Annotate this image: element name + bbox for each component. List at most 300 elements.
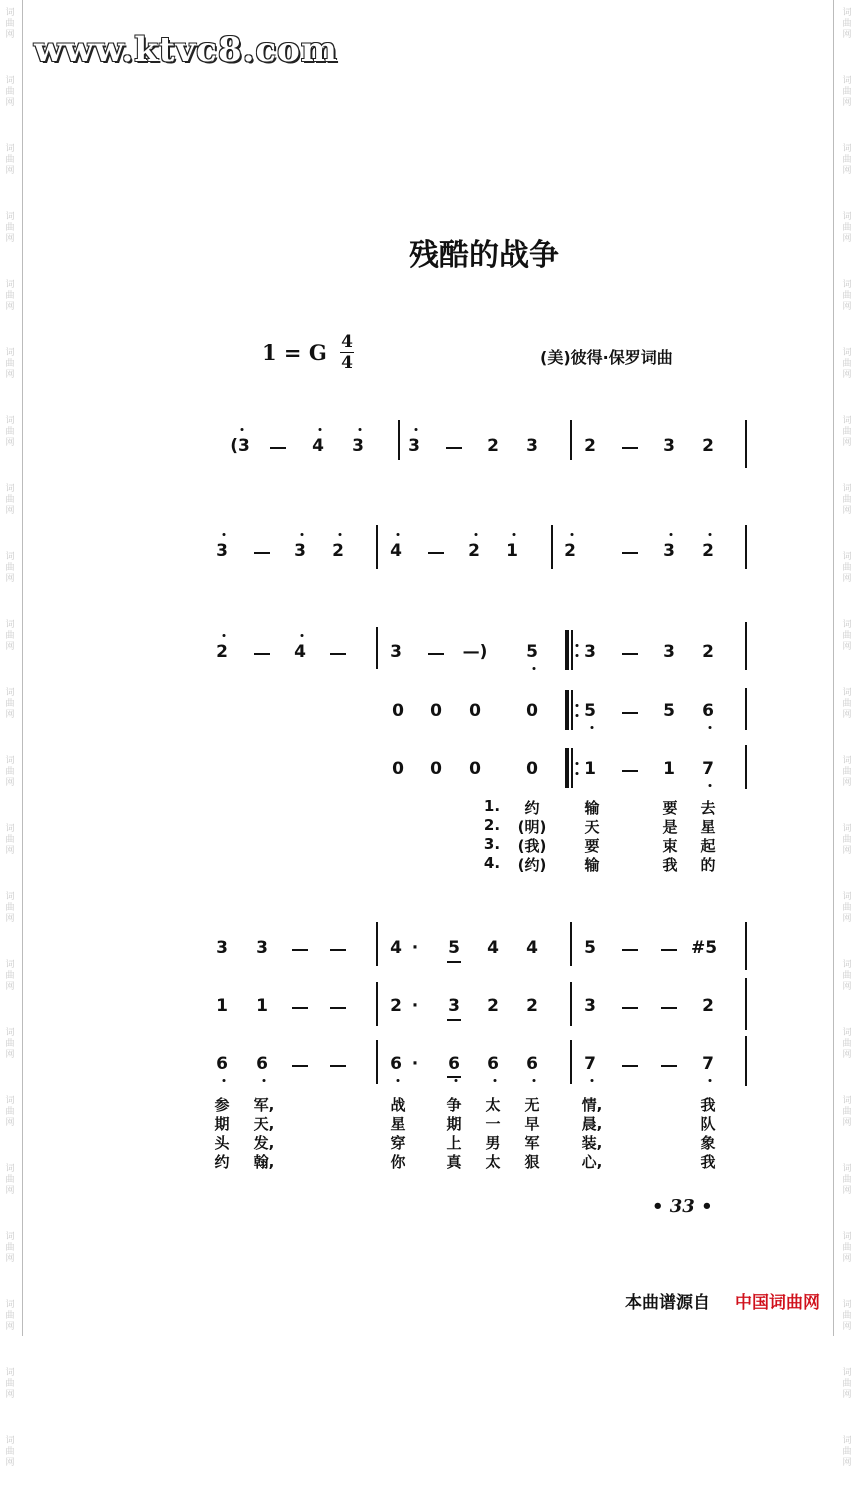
lyric-text: 争 xyxy=(446,1096,462,1114)
watermark-group xyxy=(840,272,854,340)
note: 3 xyxy=(448,996,460,1016)
watermark-char: 词 xyxy=(842,1300,852,1310)
watermark-char: 网 xyxy=(842,642,852,652)
note: 7 xyxy=(702,759,714,779)
note: 4 xyxy=(390,938,402,958)
watermark-char: 网 xyxy=(5,1050,15,1060)
watermark-char: 曲 xyxy=(5,631,15,641)
lyric-text: (约) xyxy=(517,856,547,874)
watermark-group xyxy=(840,408,854,476)
lyric-text: 头 xyxy=(214,1134,230,1152)
note: 6 xyxy=(702,701,714,721)
lyric-text: 象 xyxy=(700,1134,716,1152)
dash-symbol xyxy=(622,949,638,951)
watermark-char: 词 xyxy=(5,212,15,222)
watermark-group xyxy=(840,1156,854,1224)
lyric-text: 束 xyxy=(662,837,678,855)
octave-dot xyxy=(576,644,579,647)
watermark-char: 词 xyxy=(842,960,852,970)
watermark-char: 网 xyxy=(842,1186,852,1196)
watermark-char: 网 xyxy=(5,302,15,312)
watermark-char: 网 xyxy=(5,166,15,176)
lyric-text: 星 xyxy=(700,818,716,836)
note: 4 xyxy=(390,541,402,561)
note: 3 xyxy=(408,436,420,456)
watermark-char: 网 xyxy=(842,302,852,312)
watermark-group xyxy=(3,1156,17,1224)
watermark-group xyxy=(840,1020,854,1088)
note: —) xyxy=(462,642,488,662)
lyric-text: 早 xyxy=(524,1115,540,1133)
note: 2 xyxy=(390,996,402,1016)
barline xyxy=(551,525,553,569)
dash-symbol xyxy=(622,447,638,449)
lyric-text: 2. xyxy=(483,816,501,834)
lyric-text: 4. xyxy=(483,854,501,872)
lyric-text: 军, xyxy=(253,1096,275,1114)
watermark-char: 曲 xyxy=(842,1175,852,1185)
watermark-char: 曲 xyxy=(842,835,852,845)
watermark-char: 网 xyxy=(842,438,852,448)
dash-symbol xyxy=(330,1007,346,1009)
lyric-text: 期 xyxy=(446,1115,462,1133)
watermark-char: 曲 xyxy=(5,835,15,845)
octave-dot xyxy=(591,726,594,729)
watermark-char: 词 xyxy=(842,1164,852,1174)
watermark-group xyxy=(3,748,17,816)
watermark-char: 曲 xyxy=(5,1447,15,1457)
dash-symbol xyxy=(330,1065,346,1067)
watermark-char: 词 xyxy=(5,756,15,766)
watermark-char: 曲 xyxy=(842,767,852,777)
watermark-char: 曲 xyxy=(842,1039,852,1049)
watermark-char: 词 xyxy=(842,892,852,902)
watermark-char: 网 xyxy=(842,506,852,516)
octave-dot xyxy=(223,533,226,536)
watermark-char: 网 xyxy=(842,710,852,720)
watermark-char: 曲 xyxy=(5,1107,15,1117)
dash-symbol xyxy=(622,1007,638,1009)
underline xyxy=(447,1019,461,1021)
lyric-text: 要 xyxy=(662,799,678,817)
watermark-char: 网 xyxy=(5,982,15,992)
watermark-char: 词 xyxy=(5,416,15,426)
watermark-group xyxy=(3,0,17,68)
note: 3 xyxy=(663,642,675,662)
watermark-group xyxy=(3,136,17,204)
watermark-char: 词 xyxy=(5,348,15,358)
watermark-char: 曲 xyxy=(5,1175,15,1185)
note: 2 xyxy=(526,996,538,1016)
dash-symbol xyxy=(661,1007,677,1009)
note: 1 xyxy=(506,541,518,561)
watermark-char: 网 xyxy=(5,1390,15,1400)
lyric-text: 期 xyxy=(214,1115,230,1133)
lyric-text: 穿 xyxy=(390,1134,406,1152)
watermark-group xyxy=(840,612,854,680)
note: 1 xyxy=(584,759,596,779)
octave-dot xyxy=(301,533,304,536)
time-signature xyxy=(340,333,354,372)
watermark-char: 词 xyxy=(5,1164,15,1174)
watermark-group xyxy=(840,340,854,408)
watermark-char: 曲 xyxy=(5,1311,15,1321)
note: 7 xyxy=(702,1054,714,1074)
watermark-char: 网 xyxy=(5,438,15,448)
watermark-char: 曲 xyxy=(842,223,852,233)
watermark-char: 曲 xyxy=(842,971,852,981)
watermark-char: 网 xyxy=(842,234,852,244)
lyric-text: 约 xyxy=(524,799,540,817)
watermark-char: 网 xyxy=(5,846,15,856)
lyric-text: 我 xyxy=(662,856,678,874)
watermark-char: 词 xyxy=(842,1096,852,1106)
note: 2 xyxy=(564,541,576,561)
note: 2 xyxy=(216,642,228,662)
dash-symbol xyxy=(446,447,462,449)
note: 3 xyxy=(256,938,268,958)
lyric-text: 星 xyxy=(390,1115,406,1133)
lyric-text: 一 xyxy=(485,1115,501,1133)
dash-symbol xyxy=(254,552,270,554)
watermark-column-left xyxy=(3,0,17,1496)
barline xyxy=(745,622,747,670)
octave-dot xyxy=(359,428,362,431)
source-prefix: 本曲谱源自 xyxy=(625,1293,710,1313)
watermark-group xyxy=(3,1224,17,1292)
watermark-char: 网 xyxy=(842,574,852,584)
octave-dot xyxy=(709,533,712,536)
lyric-text: 去 xyxy=(700,799,716,817)
octave-dot xyxy=(670,533,673,536)
watermark-char: 曲 xyxy=(5,903,15,913)
note: (3 xyxy=(230,436,250,456)
lyric-text: 队 xyxy=(700,1115,716,1133)
watermark-char: 曲 xyxy=(842,1447,852,1457)
note: 1 xyxy=(663,759,675,779)
lyric-text: 上 xyxy=(446,1134,462,1152)
page-number: • 33 • xyxy=(652,1196,713,1217)
octave-dot xyxy=(397,533,400,536)
dash-symbol xyxy=(428,653,444,655)
note: 3 xyxy=(584,642,596,662)
note: 6 xyxy=(526,1054,538,1074)
note: 3 xyxy=(216,938,228,958)
watermark-group xyxy=(3,340,17,408)
lyric-text: 太 xyxy=(485,1153,501,1171)
watermark-char: 网 xyxy=(5,98,15,108)
watermark-char: 曲 xyxy=(842,87,852,97)
note: 6 xyxy=(216,1054,228,1074)
octave-dot xyxy=(576,714,579,717)
note: 3 xyxy=(663,541,675,561)
note: 5 xyxy=(663,701,675,721)
note: 0 xyxy=(526,759,538,779)
watermark-char: 网 xyxy=(842,98,852,108)
watermark-char: 词 xyxy=(5,552,15,562)
watermark-char: 曲 xyxy=(842,1379,852,1389)
watermark-group xyxy=(3,816,17,884)
note: 5 xyxy=(584,701,596,721)
watermark-char: 词 xyxy=(842,688,852,698)
barline xyxy=(570,982,572,1026)
watermark-char: 网 xyxy=(842,370,852,380)
watermark-char: 曲 xyxy=(5,155,15,165)
watermark-char: 词 xyxy=(5,1368,15,1378)
octave-dot xyxy=(591,1079,594,1082)
watermark-char: 词 xyxy=(842,348,852,358)
watermark-char: 曲 xyxy=(842,631,852,641)
watermark-char: 词 xyxy=(5,8,15,18)
barline xyxy=(570,1040,572,1084)
watermark-column-right xyxy=(840,0,854,1496)
octave-dot xyxy=(533,1079,536,1082)
lyric-text: 战 xyxy=(390,1096,406,1114)
dash-symbol xyxy=(622,712,638,714)
watermark-group xyxy=(3,952,17,1020)
watermark-group xyxy=(840,68,854,136)
note: 2 xyxy=(702,642,714,662)
note: 7 xyxy=(584,1054,596,1074)
watermark-char: 曲 xyxy=(5,223,15,233)
dash-symbol xyxy=(661,1065,677,1067)
watermark-char: 曲 xyxy=(842,427,852,437)
note: 2 xyxy=(702,436,714,456)
dash-symbol xyxy=(661,949,677,951)
barline xyxy=(570,922,572,966)
watermark-char: 词 xyxy=(842,1232,852,1242)
lyric-text: (明) xyxy=(517,818,547,836)
watermark-char: 网 xyxy=(5,30,15,40)
octave-dot xyxy=(576,704,579,707)
octave-dot xyxy=(415,428,418,431)
watermark-char: 网 xyxy=(842,30,852,40)
watermark-group xyxy=(840,1292,854,1360)
watermark-group xyxy=(840,680,854,748)
watermark-char: 词 xyxy=(842,484,852,494)
note: 0 xyxy=(430,759,442,779)
watermark-group xyxy=(840,748,854,816)
barline xyxy=(745,1036,747,1086)
watermark-group xyxy=(3,476,17,544)
octave-dot xyxy=(301,634,304,637)
watermark-char: 词 xyxy=(842,1028,852,1038)
composer-credit: (美)彼得·保罗词曲 xyxy=(540,348,673,367)
watermark-char: 网 xyxy=(5,1186,15,1196)
watermark-char: 曲 xyxy=(5,359,15,369)
dash-symbol xyxy=(292,949,308,951)
barline xyxy=(376,525,378,569)
octave-dot xyxy=(709,784,712,787)
lyric-text: 军 xyxy=(524,1134,540,1152)
watermark-char: 曲 xyxy=(5,427,15,437)
watermark-char: 词 xyxy=(842,620,852,630)
time-top: 4 xyxy=(341,332,353,352)
watermark-char: 曲 xyxy=(842,699,852,709)
lyric-text: 真 xyxy=(446,1153,462,1171)
watermark-char: 曲 xyxy=(842,291,852,301)
barline xyxy=(745,978,747,1030)
note: 2 xyxy=(487,436,499,456)
watermark-char: 曲 xyxy=(5,87,15,97)
octave-dot xyxy=(241,428,244,431)
watermark-group xyxy=(3,1088,17,1156)
watermark-char: 词 xyxy=(5,76,15,86)
lyric-text: 装, xyxy=(581,1134,603,1152)
repeat-barline-thin xyxy=(571,690,573,730)
watermark-char: 网 xyxy=(842,1390,852,1400)
lyric-text: 输 xyxy=(584,856,600,874)
lyric-text: 发, xyxy=(253,1134,275,1152)
dash-symbol xyxy=(254,653,270,655)
watermark-char: 曲 xyxy=(842,1311,852,1321)
watermark-char: 曲 xyxy=(842,155,852,165)
note: #5 xyxy=(690,938,718,958)
watermark-char: 曲 xyxy=(842,495,852,505)
repeat-barline xyxy=(565,630,569,670)
watermark-char: 网 xyxy=(5,914,15,924)
dash-symbol xyxy=(622,552,638,554)
lyric-text: 你 xyxy=(390,1153,406,1171)
octave-dot xyxy=(576,772,579,775)
watermark-group xyxy=(840,952,854,1020)
lyric-text: 1. xyxy=(483,797,501,815)
watermark-url: www.ktvc8.com xyxy=(34,30,338,70)
note: 3 xyxy=(390,642,402,662)
octave-dot xyxy=(533,667,536,670)
lyric-text: 我 xyxy=(700,1096,716,1114)
watermark-char: 曲 xyxy=(842,563,852,573)
barline xyxy=(745,745,747,789)
watermark-group xyxy=(3,68,17,136)
watermark-group xyxy=(840,476,854,544)
lyric-text: 太 xyxy=(485,1096,501,1114)
note: · xyxy=(411,996,419,1016)
watermark-group xyxy=(840,1428,854,1496)
note: 0 xyxy=(392,701,404,721)
right-border xyxy=(833,0,834,1336)
watermark-char: 曲 xyxy=(5,495,15,505)
watermark-char: 网 xyxy=(5,506,15,516)
lyric-text: 是 xyxy=(662,818,678,836)
watermark-group xyxy=(840,1088,854,1156)
dash-symbol xyxy=(330,949,346,951)
watermark-char: 网 xyxy=(5,1118,15,1128)
lyric-text: 狠 xyxy=(524,1153,540,1171)
watermark-char: 网 xyxy=(842,982,852,992)
watermark-char: 曲 xyxy=(5,291,15,301)
note: 3 xyxy=(216,541,228,561)
watermark-group xyxy=(840,816,854,884)
octave-dot xyxy=(455,1079,458,1082)
octave-dot xyxy=(339,533,342,536)
lyric-text: (我) xyxy=(517,837,547,855)
watermark-char: 词 xyxy=(842,416,852,426)
watermark-char: 网 xyxy=(842,166,852,176)
watermark-group xyxy=(3,1292,17,1360)
watermark-char: 词 xyxy=(5,144,15,154)
watermark-char: 词 xyxy=(842,1436,852,1446)
octave-dot xyxy=(475,533,478,536)
watermark-char: 词 xyxy=(842,756,852,766)
left-border xyxy=(22,0,23,1336)
watermark-char: 网 xyxy=(842,778,852,788)
octave-dot xyxy=(263,1079,266,1082)
note: 1 xyxy=(256,996,268,1016)
lyric-text: 男 xyxy=(485,1134,501,1152)
barline xyxy=(398,420,400,460)
note: 2 xyxy=(702,996,714,1016)
lyric-text: 输 xyxy=(584,799,600,817)
octave-dot xyxy=(319,428,322,431)
barline xyxy=(376,982,378,1026)
note: 3 xyxy=(663,436,675,456)
note: 4 xyxy=(294,642,306,662)
watermark-char: 词 xyxy=(842,1368,852,1378)
watermark-char: 词 xyxy=(5,1028,15,1038)
note: 0 xyxy=(392,759,404,779)
watermark-char: 词 xyxy=(842,144,852,154)
octave-dot xyxy=(571,533,574,536)
note: 1 xyxy=(216,996,228,1016)
barline xyxy=(376,922,378,966)
dash-symbol xyxy=(292,1007,308,1009)
note: 2 xyxy=(487,996,499,1016)
watermark-char: 曲 xyxy=(842,1107,852,1117)
lyric-text: 翰, xyxy=(253,1153,275,1171)
note: 4 xyxy=(487,938,499,958)
watermark-char: 词 xyxy=(5,1300,15,1310)
note: 3 xyxy=(352,436,364,456)
lyric-text: 天 xyxy=(584,818,600,836)
watermark-group xyxy=(840,1224,854,1292)
note: 5 xyxy=(584,938,596,958)
watermark-char: 网 xyxy=(842,1322,852,1332)
watermark-char: 曲 xyxy=(5,767,15,777)
watermark-char: 词 xyxy=(842,76,852,86)
watermark-group xyxy=(3,1360,17,1428)
octave-dot xyxy=(397,1079,400,1082)
watermark-char: 曲 xyxy=(5,971,15,981)
watermark-group xyxy=(3,272,17,340)
watermark-char: 网 xyxy=(842,846,852,856)
lyric-text: 要 xyxy=(584,837,600,855)
watermark-char: 词 xyxy=(842,212,852,222)
watermark-char: 词 xyxy=(842,824,852,834)
repeat-barline-thin xyxy=(571,630,573,670)
repeat-barline xyxy=(565,690,569,730)
watermark-char: 网 xyxy=(842,1118,852,1128)
note: 3 xyxy=(584,996,596,1016)
note: 5 xyxy=(448,938,460,958)
song-title: 残酷的战争 xyxy=(409,238,559,273)
barline xyxy=(376,1040,378,1084)
watermark-char: 曲 xyxy=(842,19,852,29)
watermark-char: 曲 xyxy=(5,1039,15,1049)
dash-symbol xyxy=(622,770,638,772)
underline xyxy=(447,1076,461,1078)
barline xyxy=(745,688,747,730)
watermark-char: 曲 xyxy=(842,359,852,369)
note: 6 xyxy=(487,1054,499,1074)
watermark-group xyxy=(3,408,17,476)
note: 0 xyxy=(430,701,442,721)
underline xyxy=(447,961,461,963)
watermark-group xyxy=(3,1020,17,1088)
barline xyxy=(376,627,378,669)
watermark-char: 词 xyxy=(5,280,15,290)
note: 0 xyxy=(469,701,481,721)
